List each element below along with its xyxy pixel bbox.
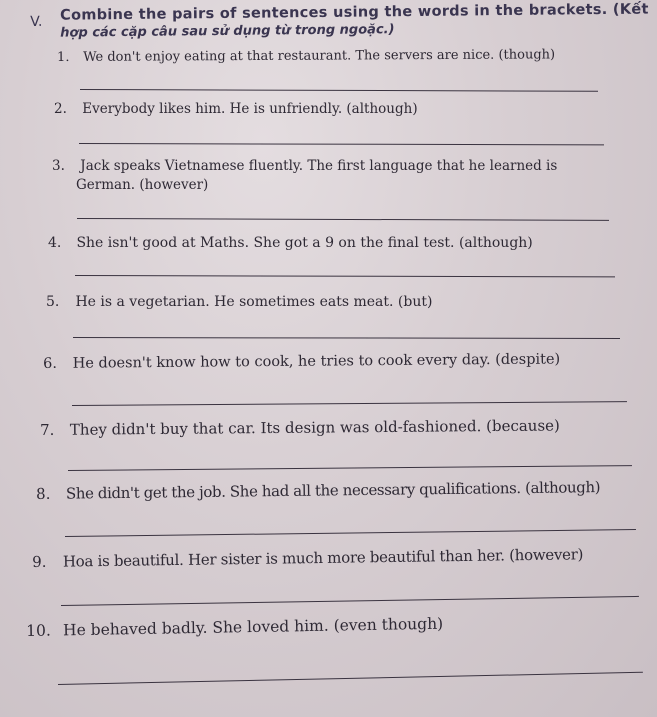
item-number: 6. bbox=[43, 355, 57, 372]
exercise-instruction: Combine the pairs of sentences using the words in the brackets. (Kết bbox=[59, 1, 649, 24]
exercise-item-5 bbox=[46, 294, 432, 310]
item-number: 1. bbox=[57, 49, 70, 65]
item-sentence: She isn't good at Maths. She got a 9 on the final test. (although) bbox=[76, 235, 533, 251]
item-number: 10. bbox=[26, 621, 51, 640]
item-sentence: He is a vegetarian. He sometimes eats meat. (but) bbox=[75, 294, 433, 310]
answer-line-3[interactable] bbox=[77, 218, 609, 221]
answer-line-6[interactable] bbox=[72, 401, 627, 406]
exercise-item-2 bbox=[54, 101, 418, 117]
item-sentence: She didn't get the job. She had all the necessary qualifications. (although) bbox=[65, 478, 601, 503]
answer-line-5[interactable] bbox=[73, 337, 620, 339]
exercise-item-1 bbox=[57, 47, 555, 65]
exercise-item-10 bbox=[26, 615, 443, 640]
item-number: 8. bbox=[36, 484, 51, 503]
exercise-instruction-vietnamese: hợp các cặp câu sau sử dụng từ trong ngoặc.) bbox=[60, 22, 395, 41]
exercise-header bbox=[30, 1, 649, 41]
exercise-item-3 bbox=[52, 158, 557, 174]
item-number: 9. bbox=[32, 552, 47, 571]
exercise-item-9 bbox=[32, 545, 583, 571]
item-number: 2. bbox=[54, 101, 67, 117]
answer-line-8[interactable] bbox=[65, 529, 636, 537]
item-sentence: He behaved badly. She loved him. (even though) bbox=[62, 614, 444, 640]
item-sentence: They didn't buy that car. Its design was old-fashioned. (because) bbox=[69, 416, 560, 439]
answer-line-2[interactable] bbox=[79, 143, 604, 145]
item-sentence-continued: German. (however) bbox=[76, 177, 209, 193]
item-sentence: Everybody likes him. He is unfriendly. (although) bbox=[82, 101, 418, 117]
exercise-number: V. bbox=[30, 13, 43, 30]
item-number: 4. bbox=[48, 235, 62, 251]
exercise-item-7 bbox=[40, 416, 560, 439]
answer-line-1[interactable] bbox=[80, 89, 598, 92]
exercise-item-8 bbox=[36, 478, 600, 503]
answer-line-4[interactable] bbox=[75, 275, 615, 277]
exercise-item-6 bbox=[43, 351, 560, 372]
item-sentence: Jack speaks Vietnamese fluently. The first language that he learned is bbox=[80, 158, 558, 174]
answer-line-9[interactable] bbox=[61, 596, 639, 606]
item-number: 3. bbox=[52, 158, 65, 174]
answer-line-10[interactable] bbox=[58, 672, 643, 685]
item-number: 7. bbox=[40, 420, 55, 439]
item-sentence: Hoa is beautiful. Her sister is much more beautiful than her. (however) bbox=[62, 545, 584, 571]
exercise-item-3-continued bbox=[76, 177, 208, 193]
item-number: 5. bbox=[46, 294, 60, 310]
item-sentence: We don't enjoy eating at that restaurant. The servers are nice. (though) bbox=[83, 47, 556, 65]
answer-line-7[interactable] bbox=[68, 465, 632, 471]
exercise-item-4 bbox=[48, 235, 533, 251]
item-sentence: He doesn't know how to cook, he tries to cook every day. (despite) bbox=[72, 351, 561, 372]
